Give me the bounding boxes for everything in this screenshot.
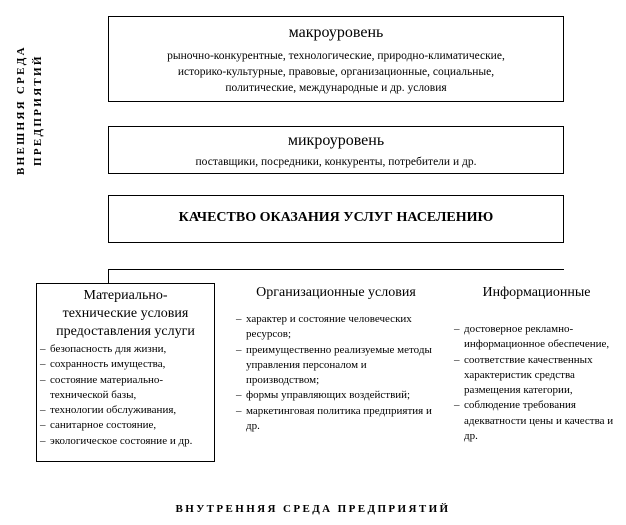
- connector-horizontal-line: [108, 269, 564, 270]
- list-item: – экологическое состояние и др.: [40, 434, 212, 449]
- material-conditions-box: [36, 283, 215, 462]
- material-title-line: технические условия: [62, 306, 189, 321]
- organizational-conditions-column: [236, 284, 436, 434]
- micro-level-box: [108, 126, 564, 174]
- list-item: – сохранность имущества,: [40, 357, 212, 372]
- internal-environment-label: ВНУТРЕННЯЯ СРЕДА ПРЕДПРИЯТИЙ: [175, 503, 451, 515]
- list-item: – технологии обслуживания,: [40, 403, 212, 418]
- list-item: – безопасность для жизни,: [40, 342, 212, 357]
- macro-level-title: макроуровень: [288, 24, 384, 41]
- informational-conditions-list: [454, 322, 619, 444]
- macro-level-box: [108, 16, 564, 102]
- micro-level-description: поставщики, посредники, конкуренты, потребители и др.: [195, 156, 477, 168]
- informational-conditions-title: Информационные: [482, 285, 591, 300]
- macro-desc-line: политические, международные и др. условия: [225, 82, 447, 94]
- macro-desc-line: историко-культурные, правовые, организационные, социальные,: [177, 66, 495, 78]
- connector-vertical-line: [108, 269, 109, 283]
- list-item: – соблюдение требования адекватности цены и качества и др.: [454, 398, 619, 444]
- list-item: – преимущественно реализуемые методы управления персоналом и производством;: [236, 343, 436, 389]
- material-title-line: Материально-: [83, 288, 168, 303]
- macro-level-description: [109, 48, 563, 96]
- list-item: – состояние материально-технической базы,: [40, 373, 212, 404]
- macro-desc-line: рыночно-конкурентные, технологические, природно-климатические,: [167, 50, 505, 62]
- informational-conditions-column: [454, 284, 619, 444]
- list-item: – соответствие качественных характеристик средства размещения категории,: [454, 353, 619, 399]
- organizational-conditions-list: [236, 312, 436, 434]
- list-item: – формы управляющих воздействий;: [236, 388, 436, 403]
- list-item: – достоверное рекламно-информационное обеспечение,: [454, 322, 619, 353]
- material-conditions-title: [37, 287, 214, 341]
- list-item: – санитарное состояние,: [40, 418, 212, 433]
- material-conditions-list: [40, 342, 212, 449]
- service-quality-box: [108, 195, 564, 243]
- micro-level-title: микроуровень: [287, 132, 385, 149]
- material-title-line: предоставления услуги: [56, 324, 195, 339]
- external-environment-label: ВНЕШНЯЯ СРЕДА ПРЕДПРИЯТИЙ: [15, 45, 44, 175]
- service-quality-title: КАЧЕСТВО ОКАЗАНИЯ УСЛУГ НАСЕЛЕНИЮ: [178, 210, 494, 225]
- organizational-conditions-title: Организационные условия: [256, 285, 416, 300]
- list-item: – маркетинговая политика предприятия и др.: [236, 404, 436, 435]
- list-item: – характер и состояние человеческих ресурсов;: [236, 312, 436, 343]
